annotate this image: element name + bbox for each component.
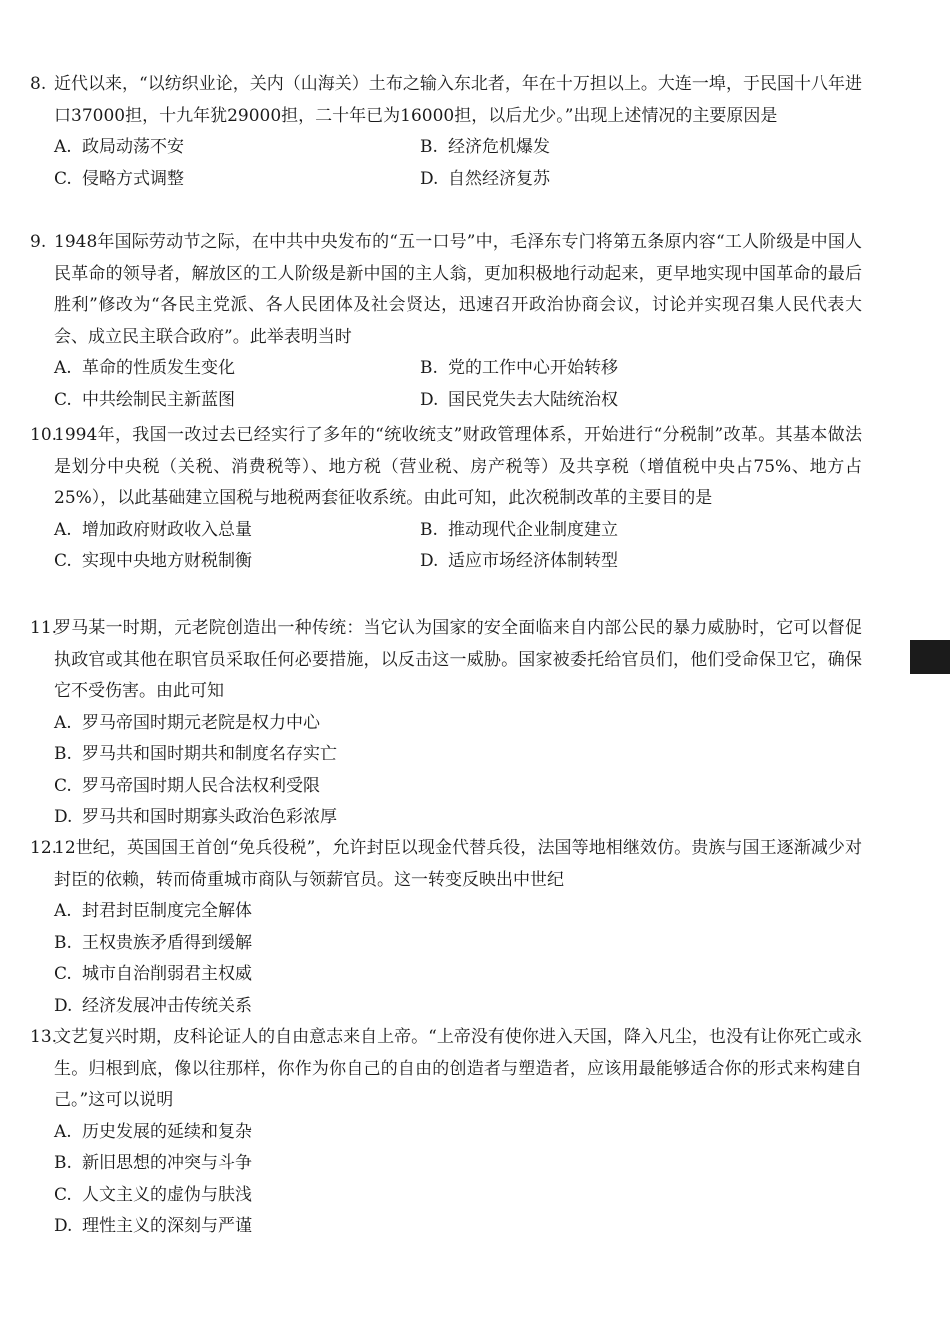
option-d[interactable]: D. 经济发展冲击传统关系 <box>54 995 252 1016</box>
option-a[interactable]: A. 政局动荡不安 <box>54 137 184 157</box>
option-d[interactable]: D. 自然经济复苏 <box>420 168 550 189</box>
answer-options <box>30 708 862 834</box>
question-13 <box>30 1022 862 1243</box>
question-text: 1994年，我国一改过去已经实行了多年的“统收统支”财政管理体系，开始进行“分税制”改革。其基本做法是划分中央税（关税、消费税等）、地方税（营业税、房产税等）及共享税（增值税中央占75%、地方占25%），以此基础建立国税与地税两套征收系统。由此可知，此次税制改革的主要目的是 <box>54 425 862 508</box>
option-a[interactable]: A. 封君封臣制度完全解体 <box>54 901 252 921</box>
option-b[interactable]: B. 推动现代企业制度建立 <box>420 519 618 540</box>
question-text: 近代以来，“以纺织业论，关内（山海关）土布之输入东北者，年在十万担以上。大连一埠，于民国十八年进口37000担，十九年犹29000担，二十年已为16000担，以后尤少。”出现上述情况的主要原因是 <box>54 74 862 126</box>
option-d[interactable]: D. 适应市场经济体制转型 <box>420 551 618 571</box>
question-12 <box>30 833 862 1022</box>
answer-options <box>30 132 862 195</box>
option-a[interactable]: A. 增加政府财政收入总量 <box>54 519 252 540</box>
option-b[interactable]: B. 经济危机爆发 <box>420 137 550 157</box>
option-c[interactable]: C. 实现中央地方财税制衡 <box>54 551 252 571</box>
option-c[interactable]: C. 罗马帝国时期人民合法权利受限 <box>54 775 320 796</box>
question-number: 8. <box>30 74 47 94</box>
question-9 <box>30 227 862 416</box>
question-stem <box>30 1022 862 1117</box>
question-stem <box>30 833 862 896</box>
question-number: 10. <box>30 425 58 445</box>
question-stem <box>30 613 862 708</box>
question-number: 9. <box>30 232 47 252</box>
option-c[interactable]: C. 中共绘制民主新蓝图 <box>54 389 235 410</box>
question-number: 11. <box>30 618 58 638</box>
question-stem <box>30 420 862 515</box>
option-a[interactable]: A. 罗马帝国时期元老院是权力中心 <box>54 712 320 733</box>
question-stem <box>30 227 862 353</box>
question-number: 13. <box>30 1027 58 1047</box>
option-b[interactable]: B. 王权贵族矛盾得到缓解 <box>54 932 252 953</box>
question-8 <box>30 69 862 195</box>
question-11 <box>30 613 862 834</box>
question-stem <box>30 69 862 132</box>
question-text: 文艺复兴时期，皮科论证人的自由意志来自上帝。“上帝没有使你进入天国，降入凡尘，也没有让你死亡或永生。归根到底，像以往那样，你作为你自己的自由的创造者与塑造者，应该用最能够适合你的形式来构建自己。”这可以说明 <box>54 1027 862 1110</box>
option-b[interactable]: B. 罗马共和国时期共和制度名存实亡 <box>54 744 337 764</box>
option-d[interactable]: D. 国民党失去大陆统治权 <box>420 389 618 410</box>
option-d[interactable]: D. 罗马共和国时期寡头政治色彩浓厚 <box>54 807 337 827</box>
option-c[interactable]: C. 侵略方式调整 <box>54 168 184 189</box>
option-a[interactable]: A. 革命的性质发生变化 <box>54 358 235 378</box>
question-text: 1948年国际劳动节之际，在中共中央发布的“五一口号”中，毛泽东专门将第五条原内容“工人阶级是中国人民革命的领导者，解放区的工人阶级是新中国的主人翁，更加积极地行动起来，更早地实现中国革命的最后胜利”修改为“各民主党派、各人民团体及社会贤达，迅速召开政治协商会议，讨论并实现召集人民代表大会、成立民主联合政府”。此举表明当时 <box>54 232 862 347</box>
option-b[interactable]: B. 党的工作中心开始转移 <box>420 358 618 378</box>
question-text: 12世纪，英国国王首创“免兵役税”，允许封臣以现金代替兵役，法国等地相继效仿。贵族与国王逐渐减少对封臣的依赖，转而倚重城市商队与领薪官员。这一转变反映出中世纪 <box>54 838 862 890</box>
question-number: 12. <box>30 838 58 858</box>
answer-options <box>30 515 862 578</box>
option-c[interactable]: C. 城市自治削弱君主权威 <box>54 964 252 984</box>
option-b[interactable]: B. 新旧思想的冲突与斗争 <box>54 1153 252 1173</box>
answer-options <box>30 1117 862 1243</box>
answer-options <box>30 896 862 1022</box>
option-a[interactable]: A. 历史发展的延续和复杂 <box>54 1121 252 1142</box>
option-c[interactable]: C. 人文主义的虚伪与肤浅 <box>54 1184 252 1205</box>
question-10 <box>30 420 862 578</box>
answer-options <box>30 353 862 416</box>
option-d[interactable]: D. 理性主义的深刻与严谨 <box>54 1216 252 1236</box>
question-text: 罗马某一时期，元老院创造出一种传统：当它认为国家的安全面临来自内部公民的暴力威胁时，它可以督促执政官或其他在职官员采取任何必要措施，以反击这一威胁。国家被委托给官员们，他们受命保卫它，确保它不受伤害。由此可知 <box>54 618 862 701</box>
page-edge-marker <box>910 640 950 674</box>
